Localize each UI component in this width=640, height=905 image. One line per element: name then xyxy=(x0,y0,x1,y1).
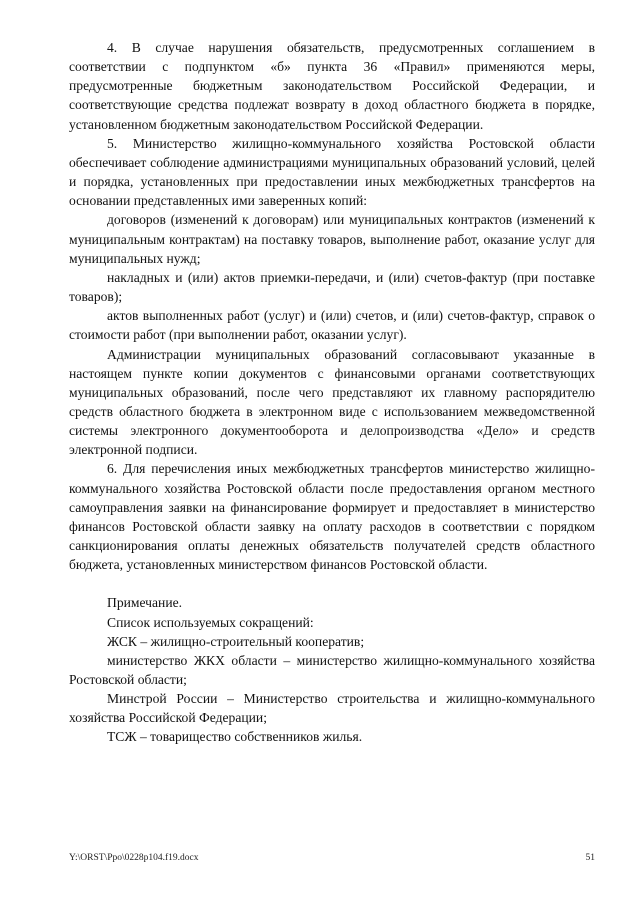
abbreviation-item: министерство ЖКХ области – министерство жилищно-коммунального хозяйства Ростовской области; xyxy=(69,652,595,687)
paragraph-contracts: договоров (изменений к договорам) или муниципальных контрактов (изменений к муниципальным контрактам) на поставку товаров, выполнение работ, оказание услуг для муниципальных нужд; xyxy=(69,212,595,266)
file-path: Y:\ORST\Ppo\0228p104.f19.docx xyxy=(69,853,199,863)
paragraph-invoices: накладных и (или) актов приемки-передачи, и (или) счетов-фактур (при поставке товаров); xyxy=(69,269,595,305)
paragraph-administrations: Администрации муниципальных образований согласовывают указанные в настоящем пункте копии документов с финансовыми органами соответствующих муниципальных образований, после чего представляют их главному распорядителю средств областного бюджета в электронном виде с использованием межведомственной системы электронного документооборота и делопроизводства «Дело» и средств электронной подписи. xyxy=(69,346,595,458)
document-body xyxy=(69,38,595,747)
note-subtitle: Список используемых сокращений: xyxy=(107,614,314,630)
section-spacer xyxy=(69,574,595,593)
abbreviation-item: ЖСК – жилищно-строительный кооператив; xyxy=(107,633,365,649)
paragraph-item-6: 6. Для перечисления иных межбюджетных трансфертов министерство жилищно-коммунального хозяйства Ростовской области после предоставления органом местного самоуправления заявки на финансирование формирует и предоставляет в министерство финансов Ростовской области заявку на оплату расходов в соответствии с порядком санкционирования оплаты денежных обязательств получателей средств областного бюджета, установленных министерством финансов Ростовской области. xyxy=(69,461,595,573)
page-footer xyxy=(69,853,595,863)
page-number: 51 xyxy=(585,853,595,863)
paragraph-item-4: 4. В случае нарушения обязательств, предусмотренных соглашением в соответствии с подпунктом «б» пункта 36 «Правил» применяются меры, предусмотренные бюджетным законодательством Российской Федерации, и соответствующие средства подлежат возврату в доход областного бюджета в порядке, установленном бюджетным законодательством Российской Федерации. xyxy=(69,40,595,132)
note-title: Примечание. xyxy=(107,595,183,611)
abbreviation-item: ТСЖ – товарищество собственников жилья. xyxy=(107,729,363,745)
paragraph-item-5: 5. Министерство жилищно-коммунального хозяйства Ростовской области обеспечивает соблюдение администрациями муниципальных образований условий, целей и порядка, установленных при предоставлении иных межбюджетных трансфертов на основании представленных ими заверенных копий: xyxy=(69,135,595,209)
abbreviation-item: Минстрой России – Министерство строительства и жилищно-коммунального хозяйства Российской Федерации; xyxy=(69,691,595,726)
paragraph-acts: актов выполненных работ (услуг) и (или) счетов, и (или) счетов-фактур, справок о стоимости работ (при выполнении работ, оказании услуг). xyxy=(69,308,595,343)
